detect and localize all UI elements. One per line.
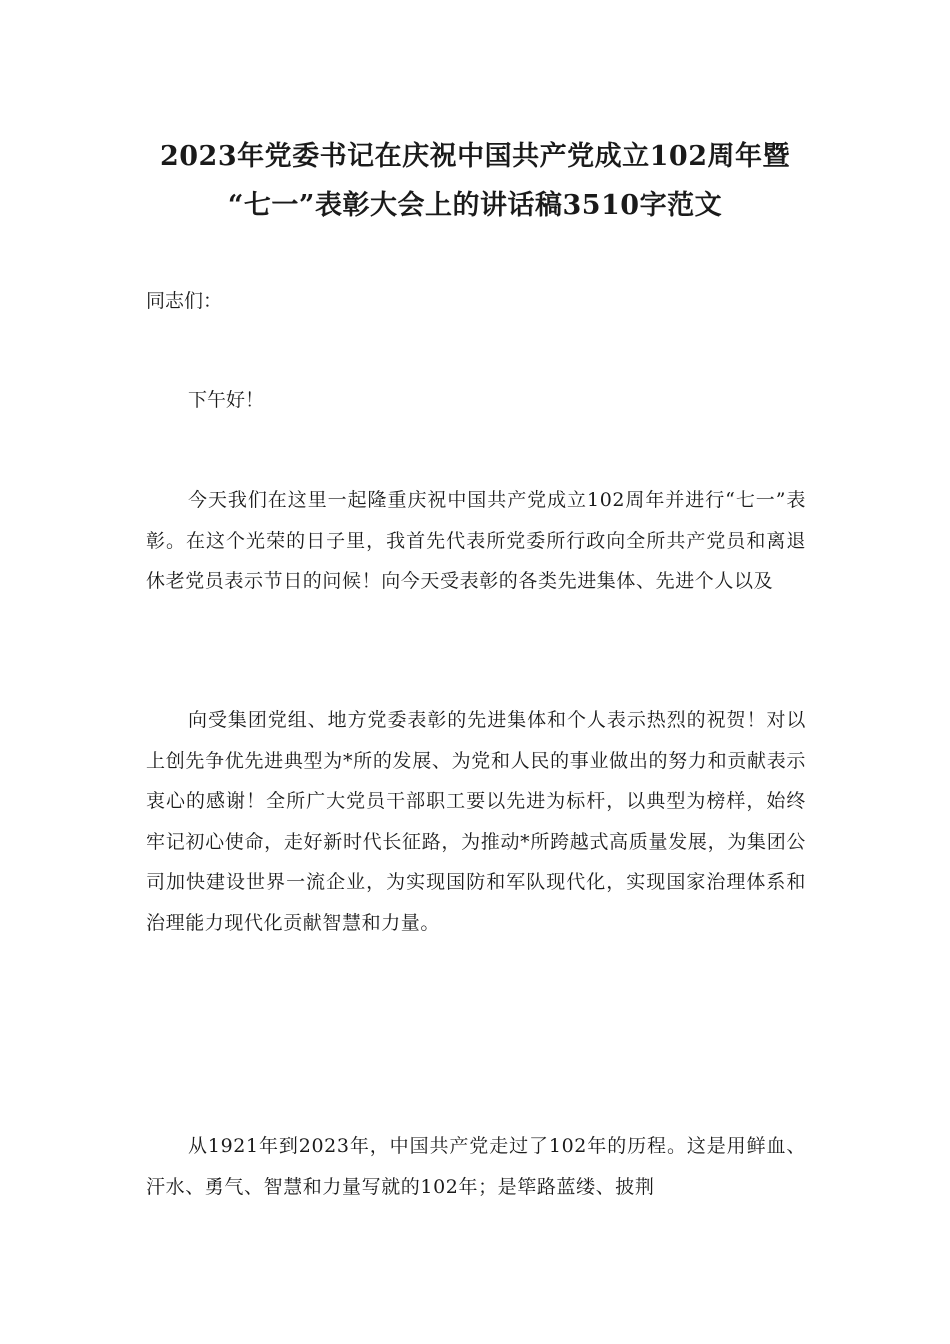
body-paragraph-3: 从1921年到2023年，中国共产党走过了102年的历程。这是用鲜血、汗水、勇气、智慧和力量写就的102年；是筚路蓝缕、披荆 <box>146 1135 806 1198</box>
document-title-line-1: 2023年党委书记在庆祝中国共产党成立102周年暨 <box>159 141 790 172</box>
salutation: 同志们： <box>146 290 223 312</box>
greeting-line: 下午好！ <box>188 389 265 411</box>
body-paragraph-2: 向受集团党组、地方党委表彰的先进集体和个人表示热烈的祝贺！对以上创先争优先进典型为*所的发展、为党和人民的事业做出的努力和贡献表示衷心的感谢！全所广大党员干部职工要以先进为标杆，以典型为榜样，始终牢记初心使命，走好新时代长征路，为推动*所跨越式高质量发展，为集团公司加快建设世界一流企业，为实现国防和军队现代化，实现国家治理体系和治理能力现代化贡献智慧和力量。 <box>146 709 806 934</box>
document-title-line-2: “七一”表彰大会上的讲话稿3510字范文 <box>227 190 723 221</box>
body-paragraph-1: 今天我们在这里一起隆重庆祝中国共产党成立102周年并进行“七一”表彰。在这个光荣的日子里，我首先代表所党委所行政向全所共产党员和离退休老党员表示节日的问候！向今天受表彰的各类先进集体、先进个人以及 <box>146 489 806 593</box>
